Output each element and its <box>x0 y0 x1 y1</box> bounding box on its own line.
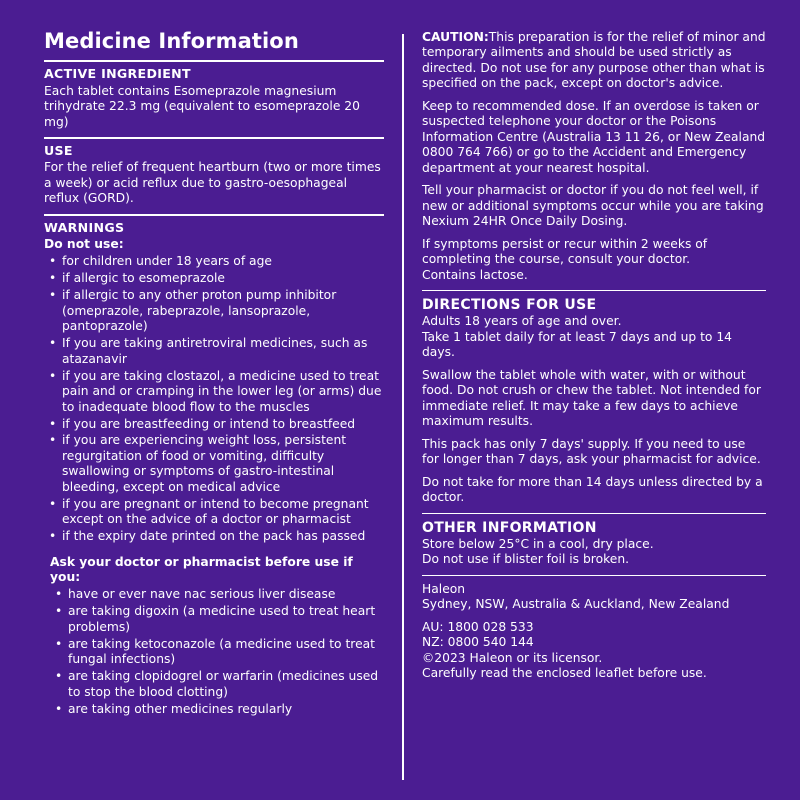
tell-pharmacist-text: Tell your pharmacist or doctor if you do not feel well, if new or additional symptoms occur while you are taking Nexium 24HR Once Daily Dosing. <box>422 183 764 229</box>
company-divider <box>422 575 766 576</box>
storage-line-2: Do not use if blister foil is broken. <box>422 552 630 567</box>
caution-text: This preparation is for the relief of minor and temporary ailments and should be used strictly as directed. Do not use for any purpose other than what is specified on the pack, except on doctor's advice. <box>422 30 766 91</box>
list-item: • if you are pregnant or intend to become pregnant except on the advice of a doctor or pharmacist <box>60 497 384 528</box>
symptoms-persist-text: If symptoms persist or recur within 2 weeks of completing the course, consult your doctor. <box>422 236 708 267</box>
warnings-divider <box>44 214 384 216</box>
list-item: • if you are taking clostazol, a medicine used to treat pain and or cramping in the lower leg (or arms) due to inadequate blood flow to the muscles <box>60 369 384 415</box>
directions-line-1: Adults 18 years of age and over. <box>422 314 622 329</box>
other-information-heading: OTHER INFORMATION <box>422 519 597 536</box>
leaflet-text: Carefully read the enclosed leaflet before use. <box>422 665 707 680</box>
company-address: Sydney, NSW, Australia & Auckland, New Zealand <box>422 597 730 612</box>
directions-paragraph-4: Do not take for more than 14 days unless directed by a doctor. <box>422 474 763 505</box>
list-item: • have or ever nave nac serious liver disease <box>66 587 384 602</box>
contact-block <box>422 620 766 682</box>
directions-divider <box>422 290 766 291</box>
list-item: • for children under 18 years of age <box>60 254 384 269</box>
page-title: Medicine Information <box>44 29 299 53</box>
title-divider <box>44 60 384 62</box>
list-item: • are taking other medicines regularly <box>66 702 384 717</box>
overdose-text: Keep to recommended dose. If an overdose is taken or suspected telephone your doctor or the Poisons Information Centre (Australia 13 11 26, or New Zealand 0800 764 766) or go to the Accident and Emergency department at your nearest hospital. <box>422 98 766 175</box>
left-column <box>44 30 402 780</box>
warnings-list <box>44 254 384 545</box>
list-item: • are taking digoxin (a medicine used to treat heart problems) <box>66 604 384 635</box>
other-information-divider <box>422 513 766 514</box>
directions-paragraph-2: Swallow the tablet whole with water, with or without food. Do not crush or chew the tablet. Not intended for immediate relief. It may take a few days to achieve maximum results. <box>422 367 761 429</box>
list-item: • are taking ketoconazole (a medicine used to treat fungal infections) <box>66 637 384 668</box>
caution-label: CAUTION: <box>422 30 489 44</box>
right-column <box>404 30 766 780</box>
caution-paragraph <box>422 30 766 92</box>
phone-nz: NZ: 0800 540 144 <box>422 635 534 650</box>
ask-doctor-label: Ask your doctor or pharmacist before use if you: <box>50 554 353 584</box>
use-divider <box>44 137 384 139</box>
list-item: • are taking clopidogrel or warfarin (medicines used to stop the blood clotting) <box>66 669 384 700</box>
active-ingredient-heading: ACTIVE INGREDIENT <box>44 66 191 82</box>
use-heading: USE <box>44 143 73 159</box>
list-item: • if allergic to any other proton pump inhibitor (omeprazole, rabeprazole, lansoprazole, pantoprazole) <box>60 288 384 334</box>
list-item: • if the expiry date printed on the pack has passed <box>60 529 384 544</box>
copyright-text: ©2023 Haleon or its licensor. <box>422 650 603 665</box>
directions-heading: DIRECTIONS FOR USE <box>422 297 597 314</box>
warnings-heading: WARNINGS <box>44 219 125 235</box>
company-name: Haleon <box>422 581 466 596</box>
list-item: • if you are breastfeeding or intend to breastfeed <box>60 417 384 432</box>
use-text: For the relief of frequent heartburn (two or more times a week) or acid reflux due to gastro-oesophageal reflux (GORD). <box>44 160 381 206</box>
active-ingredient-text: Each tablet contains Esomeprazole magnesium trihydrate 22.3 mg (equivalent to esomeprazole 20 mg) <box>44 83 360 129</box>
contains-lactose-text: Contains lactose. <box>422 267 528 282</box>
directions-paragraph-3: This pack has only 7 days' supply. If you need to use for longer than 7 days, ask your pharmacist for advice. <box>422 436 761 467</box>
phone-au: AU: 1800 028 533 <box>422 619 534 634</box>
do-not-use-label: Do not use: <box>44 237 124 252</box>
list-item: • if you are experiencing weight loss, persistent regurgitation of food or vomiting, difficulty swallowing or symptoms of gastro-intestinal bleeding, except on medical advice <box>60 433 384 495</box>
ask-doctor-list <box>44 587 384 717</box>
list-item: • if allergic to esomeprazole <box>60 271 384 286</box>
directions-line-2: Take 1 tablet daily for at least 7 days and up to 14 days. <box>422 329 732 360</box>
storage-line-1: Store below 25°C in a cool, dry place. <box>422 536 654 551</box>
list-item: • If you are taking antiretroviral medicines, such as atazanavir <box>60 336 384 367</box>
